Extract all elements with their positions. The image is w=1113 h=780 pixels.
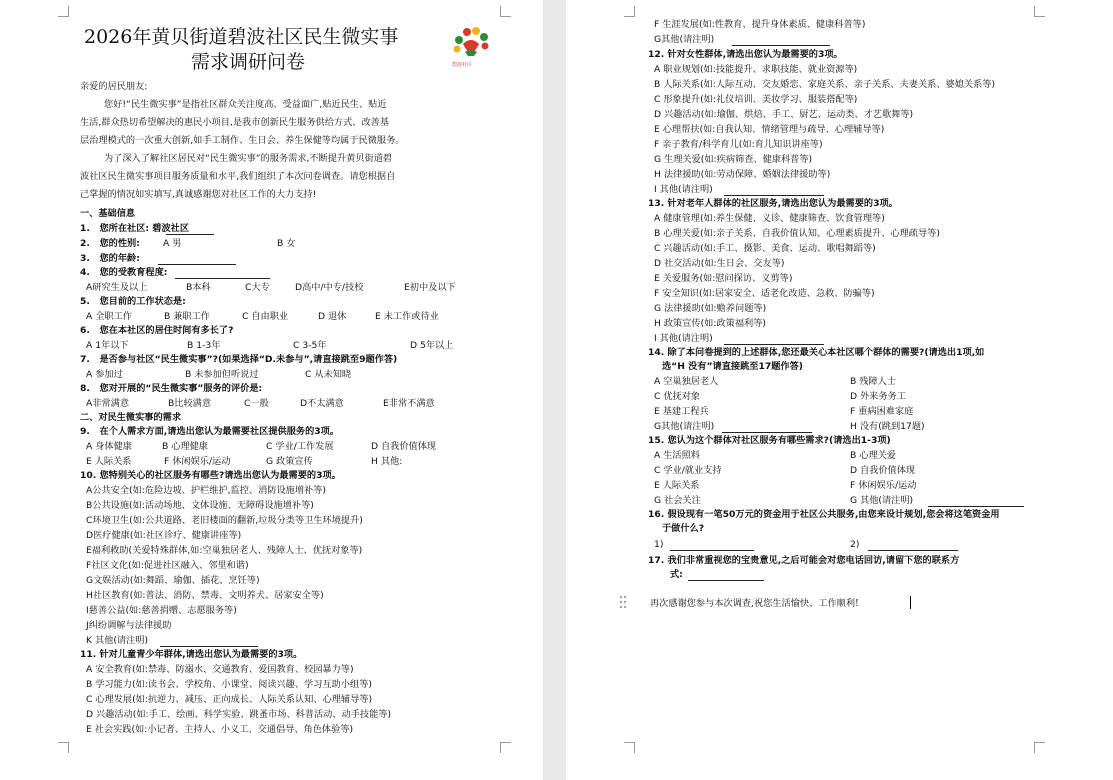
crop-mark (58, 6, 69, 17)
intro-line: 为了深入了解社区居民对“民生微实事”的服务需求,不断提升黄贝街道碧 (104, 153, 393, 164)
option[interactable]: C环境卫生(如:公共道路、老旧楼面的翻新,垃圾分类等卫生环境提升) (86, 515, 363, 526)
option[interactable]: E非常不满意 (383, 398, 435, 409)
option[interactable]: B比较满意 (168, 398, 212, 409)
question-16-cont: 于做什么? (662, 523, 705, 534)
option[interactable]: C 心理发展(如:抗逆力、减压、正向成长、人际关系认知、心理辅导等) (86, 694, 373, 705)
option[interactable]: B 学习能力(如:读书会、学校角、小课堂、阅读兴趣、学习互助小组等) (86, 679, 372, 690)
option[interactable]: D 外来务务工 (850, 391, 906, 402)
option[interactable]: A 男 (163, 238, 182, 249)
drag-handle-icon[interactable] (619, 594, 627, 610)
answer-underline[interactable] (175, 268, 270, 279)
option[interactable]: H 没有(跳到17题) (850, 421, 925, 432)
option[interactable]: G 其他(请注明) (850, 495, 914, 506)
question-5: 5. 您目前的工作状态是: (80, 296, 186, 307)
option[interactable]: G 政策宣传 (266, 456, 313, 467)
logo-caption: 碧波社区 (452, 62, 473, 68)
answer-underline[interactable] (166, 224, 214, 235)
option[interactable]: A 健康管理(如:养生保健、义诊、健康筛查、饮食管理等) (654, 213, 885, 224)
question-6: 6. 您在本社区的居住时间有多长了? (80, 325, 234, 336)
question-7: 7. 是否参与社区“民生微实事”?(如果选择“D.未参与”,请直接跳至9题作答) (80, 354, 398, 365)
option[interactable]: E 人际关系 (86, 456, 132, 467)
question-8: 8. 您对开展的“民生微实事”服务的评价是: (80, 383, 263, 394)
question-17-cont: 式: (670, 569, 683, 580)
option[interactable]: H 法律援助(如:劳动保障、婚姻法律援助等) (654, 169, 831, 180)
option[interactable]: E 人际关系 (654, 480, 700, 491)
answer-underline[interactable] (722, 422, 812, 433)
option[interactable]: D 兴趣活动(如:瑜伽、烘焙、手工、厨艺、运动类、才艺歌舞等) (654, 109, 914, 120)
option[interactable]: A 空巢独居老人 (654, 376, 719, 387)
greeting: 亲爱的居民朋友: (80, 81, 148, 92)
option[interactable]: A公共安全(如:危险边坡、护栏维护,监控、消防设施增补等) (86, 485, 326, 496)
option[interactable]: D高中/中专/技校 (295, 282, 364, 293)
option[interactable]: E福利救助(关爱特殊群体,如:空巢独居老人、残障人士、优抚对象等) (86, 545, 363, 556)
option[interactable]: D医疗健康(如:社区诊疗、健康讲座等) (86, 530, 242, 541)
question-12: 12. 针对女性群体,请选出您认为最需要的3项。 (648, 49, 843, 60)
option[interactable]: B 未参加但听说过 (185, 369, 259, 380)
intro-line: 生活,群众热切希望解决的惠民小项目,是我市创新民生服务供给方式、改善基 (80, 117, 390, 128)
option[interactable]: G 生理关爱(如:疾病筛查、健康科普等) (654, 154, 813, 165)
answer-label: 1) (654, 539, 664, 550)
option[interactable]: I 其他(请注明) (654, 333, 713, 344)
question-14: 14. 除了本问卷提到的上述群体,您还最关心本社区哪个群体的需要?(请选出1项,如 (648, 347, 985, 358)
crop-mark (1034, 742, 1045, 753)
option[interactable]: F社区文化(如:促进社区融入、邻里和谐) (86, 560, 249, 571)
answer-underline[interactable] (928, 496, 1024, 507)
community-logo (447, 22, 495, 66)
option[interactable]: D 自我价值体现 (850, 465, 916, 476)
question-2: 2. 您的性别: (80, 238, 140, 249)
section-heading: 一、基础信息 (80, 208, 136, 219)
option[interactable]: C 自由职业 (242, 311, 289, 322)
option[interactable]: A研究生及以上 (86, 282, 148, 293)
text-cursor (910, 596, 911, 609)
question-1: 1. 您所在社区: 碧波社区 (80, 223, 190, 234)
option[interactable]: A 全职工作 (86, 311, 132, 322)
intro-line: 波社区民生微实事项目服务质量和水平,我们组织了本次问卷调查。请您根据自 (80, 171, 396, 182)
crop-mark (58, 742, 69, 753)
crop-mark (624, 6, 635, 17)
question-15: 15. 您认为这个群体对社区服务有哪些需求?(请选出1-3项) (648, 435, 891, 446)
option[interactable]: A 参加过 (86, 369, 123, 380)
option[interactable]: F 安全知识(如:居家安全、适老化改造、急救、防骗等) (654, 288, 875, 299)
option[interactable]: C一般 (244, 398, 269, 409)
option[interactable]: D 兴趣活动(如:手工、绘画、科学实验、跳蚤市场、科普活动、动手技能等) (86, 709, 392, 720)
crop-mark (500, 6, 511, 17)
option[interactable]: H 其他: (371, 456, 403, 467)
section-heading: 二、对民生微实事的需求 (80, 412, 182, 423)
option[interactable]: B公共设施(如:活动场地、文体设施、无障碍设施增补等) (86, 500, 314, 511)
intro-line: 您好!“民生微实事”是指社区群众关注度高、受益面广,贴近民生、贴近 (104, 99, 387, 110)
option[interactable]: F 休闲娱乐/运动 (850, 480, 917, 491)
answer-underline[interactable] (724, 334, 824, 345)
option[interactable]: A 1年以下 (86, 340, 129, 351)
option[interactable]: J纠纷调解与法律援助 (86, 620, 172, 631)
option[interactable]: A 安全教育(如:禁毒、防溺水、交通教育、爱国教育、校园暴力等) (86, 664, 354, 675)
option[interactable]: E 心理帮扶(如:自我认知、情绪管理与疏导、心理辅导等) (654, 124, 885, 135)
option[interactable]: B 1-3年 (187, 340, 221, 351)
option[interactable]: B 心理关爱(如:亲子关系、自我价值认知、心理素质提升、心理疏导等) (654, 228, 940, 239)
option[interactable]: A 身体健康 (86, 441, 132, 452)
option[interactable]: E 社会实践(如:小记者、主持人、小义工、交通倡导、角色体验等) (86, 724, 354, 735)
option[interactable]: D 5年以上 (410, 340, 454, 351)
option[interactable]: C 3-5年 (293, 340, 327, 351)
question-10: 10. 您特别关心的社区服务有哪些?请选出您认为最需要的3项。 (80, 470, 341, 481)
option[interactable]: B 心理关爱 (850, 450, 896, 461)
option[interactable]: D 退休 (318, 311, 347, 322)
option[interactable]: G 社会关注 (654, 495, 701, 506)
option[interactable]: C 兴趣活动(如:手工、摄影、美食、运动、歌唱舞蹈等) (654, 243, 876, 254)
option[interactable]: D不太满意 (300, 398, 344, 409)
option[interactable]: C 从未知晓 (305, 369, 352, 380)
crop-mark (1034, 6, 1045, 17)
option[interactable]: C 形象提升(如:礼仪培训、美妆学习、服装搭配等) (654, 94, 858, 105)
option[interactable]: E初中及以下 (404, 282, 456, 293)
option[interactable]: B 女 (277, 238, 296, 249)
answer-underline[interactable] (688, 570, 764, 581)
option[interactable]: A非常满意 (86, 398, 130, 409)
question-11: 11. 针对儿童青少年群体,请选出您认为最需要的3项。 (80, 649, 303, 660)
option[interactable]: B本科 (186, 282, 211, 293)
option[interactable]: C 优抚对象 (654, 391, 701, 402)
option[interactable]: C 学业/工作发展 (266, 441, 334, 452)
option[interactable]: G其他(请注明) (654, 34, 715, 45)
option[interactable]: B 心理健康 (162, 441, 208, 452)
option[interactable]: E 未工作或待业 (375, 311, 439, 322)
option[interactable]: K 其他(请注明) (86, 635, 149, 646)
answer-underline[interactable] (724, 185, 824, 196)
option[interactable]: F 重病困难家庭 (850, 406, 914, 417)
document-title-line-2: 需求调研问卷 (191, 51, 306, 73)
option[interactable]: B 人际关系(如:人际互动、交友婚恋、家庭关系、亲子关系、夫妻关系、婆媳关系等) (654, 79, 996, 90)
answer-underline[interactable] (160, 636, 258, 647)
answer-underline[interactable] (670, 540, 754, 551)
answer-underline[interactable] (158, 254, 236, 265)
option[interactable]: I 其他(请注明) (654, 184, 713, 195)
question-17: 17. 我们非常重视您的宝贵意见,之后可能会对您电话回访,请留下您的联系方 (648, 555, 960, 566)
question-13: 13. 针对老年人群体的社区服务,请选出您认为最需要的3项。 (648, 198, 898, 209)
option[interactable]: B 残障人士 (850, 376, 896, 387)
crop-mark (500, 742, 511, 753)
answer-label: 2) (850, 539, 860, 550)
option[interactable]: G 法律援助(如:赡养问题等) (654, 303, 767, 314)
option[interactable]: C 学业/就业支持 (654, 465, 722, 476)
option[interactable]: I慈善公益(如:慈善捐赠、志愿服务等) (86, 605, 237, 616)
answer-underline[interactable] (732, 35, 830, 46)
option[interactable]: E 基建工程兵 (654, 406, 709, 417)
question-9: 9. 在个人需求方面,请选出您认为最需要社区提供服务的3项。 (80, 426, 340, 437)
option[interactable]: H 政策宣传(如:政策福利等) (654, 318, 766, 329)
option[interactable]: F 休闲娱乐/运动 (164, 456, 231, 467)
option[interactable]: A 职业规划(如:技能提升、求职技能、就业资源等) (654, 64, 858, 75)
question-4: 4. 您的受教育程度: (80, 267, 168, 278)
option[interactable]: H社区教育(如:普法、消防、禁毒、文明养犬、居家安全等) (86, 590, 324, 601)
question-16: 16. 假设现有一笔50万元的资金用于社区公共服务,由您来设计规划,您会将这笔资金用 (648, 509, 1000, 520)
intro-line: 层治理模式的一次重大创新,如手工制作、生日会、养生保健等均属于民微服务。 (80, 135, 405, 146)
question-3: 3. 您的年龄: (80, 253, 140, 264)
document-page-1 (0, 0, 543, 780)
option[interactable]: F 亲子教育/科学育儿(如:育儿知识讲座等) (654, 139, 823, 150)
document-page-2 (566, 0, 1113, 780)
closing-line: 再次感谢您参与本次调查,祝您生活愉快、工作顺利! (650, 598, 859, 609)
option[interactable]: G其他(请注明) (654, 421, 715, 432)
option[interactable]: A 生活照料 (654, 450, 700, 461)
option[interactable]: C大专 (245, 282, 270, 293)
option[interactable]: D 自我价值体现 (371, 441, 437, 452)
question-14-cont: 选“H 没有”请直接跳至17题作答) (662, 361, 804, 372)
option[interactable]: G文娱活动(如:舞蹈、瑜伽、插花、烹饪等) (86, 575, 260, 586)
option[interactable]: E 关爱服务(如:慰问探访、义剪等) (654, 273, 793, 284)
document-title-line-1: 2026年黄贝街道碧波社区民生微实事 (84, 26, 399, 48)
answer-underline[interactable] (868, 540, 958, 551)
option[interactable]: D 社交活动(如:生日会、交友等) (654, 258, 785, 269)
option[interactable]: F 生涯发展(如:性教育、提升身体素质、健康科普等) (654, 19, 866, 30)
crop-mark (624, 742, 635, 753)
intro-line: 己掌握的情况如实填写,真诚感谢您对社区工作的大力支持! (80, 189, 317, 200)
option[interactable]: B 兼职工作 (164, 311, 210, 322)
